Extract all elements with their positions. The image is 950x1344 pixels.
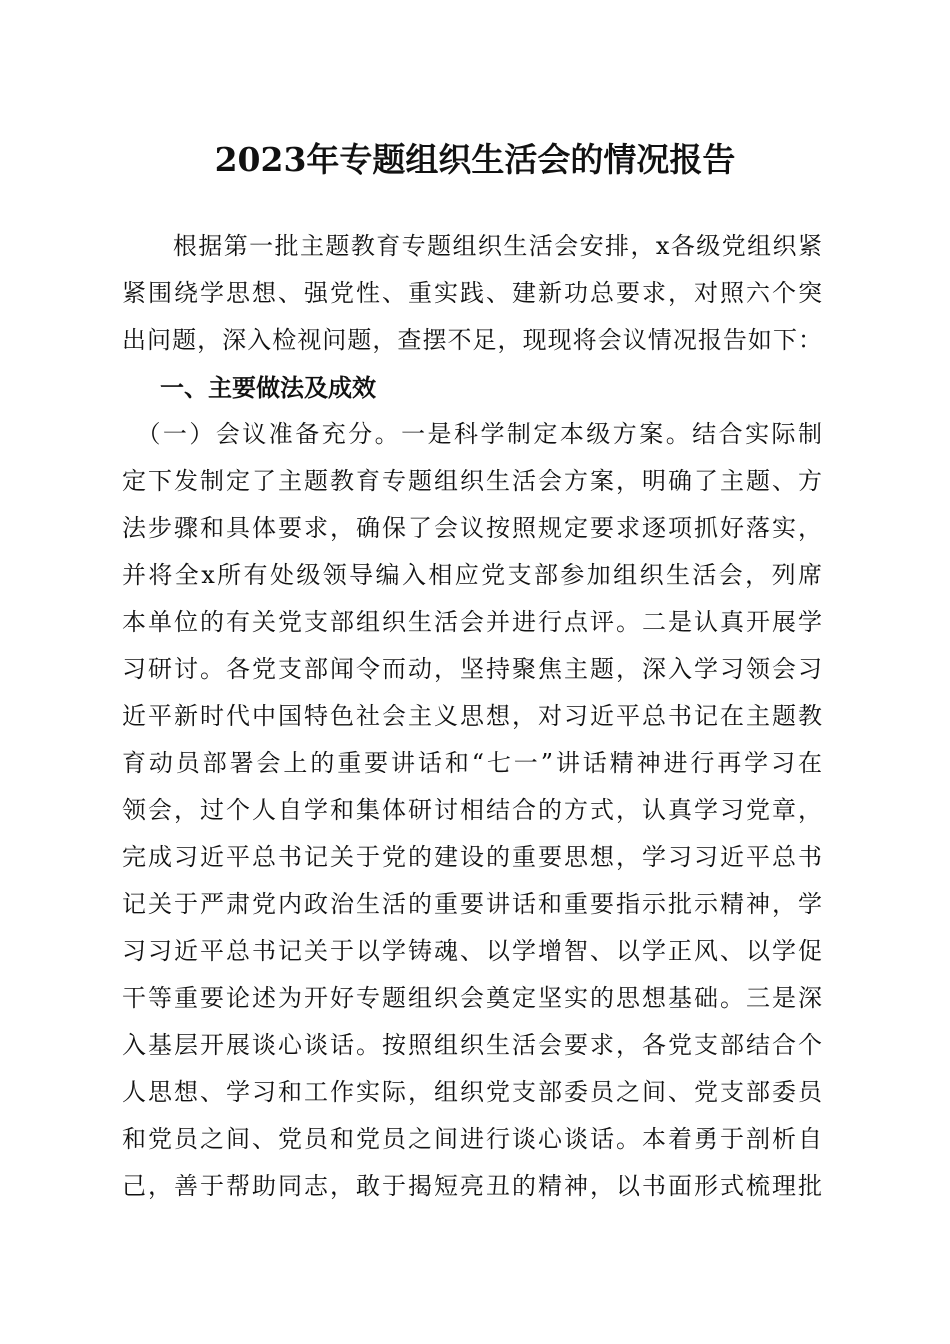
- body-line-2: 定下发制定了主题教育专题组织生活会方案，明确了主题、方: [122, 467, 822, 495]
- body-line-7: 近平新时代中国特色社会主义思想，对习近平总书记在主题教: [122, 702, 822, 730]
- body-line-8: 育动员部署会上的重要讲话和“七一”讲话精神进行再学习在: [122, 749, 822, 777]
- intro-line-3: 出问题，深入检视问题，查摆不足，现现将会议情况报告如下：: [122, 326, 822, 354]
- body-line-11: 记关于严肃党内政治生活的重要讲话和重要指示批示精神，学: [122, 890, 822, 918]
- body-line-9: 领会，过个人自学和集体研讨相结合的方式，认真学习党章，: [122, 796, 822, 824]
- section-heading: 一、主要做法及成效: [160, 373, 376, 402]
- body-line-12: 习习近平总书记关于以学铸魂、以学增智、以学正风、以学促: [122, 937, 822, 965]
- body-line-15: 人思想、学习和工作实际，组织党支部委员之间、党支部委员: [122, 1078, 822, 1106]
- body-line-13: 干等重要论述为开好专题组织会奠定坚实的思想基础。三是深: [122, 984, 822, 1012]
- body-line-14: 入基层开展谈心谈话。按照组织生活会要求，各党支部结合个: [122, 1031, 822, 1059]
- body-line-10: 完成习近平总书记关于党的建设的重要思想，学习习近平总书: [122, 843, 822, 871]
- body-line-4: 并将全x所有处级领导编入相应党支部参加组织生活会，列席: [122, 561, 822, 589]
- body-line-17: 己，善于帮助同志，敢于揭短亮丑的精神，以书面形式梳理批: [122, 1172, 822, 1200]
- body-line-16: 和党员之间、党员和党员之间进行谈心谈话。本着勇于剖析自: [122, 1125, 822, 1153]
- intro-line-1: 根据第一批主题教育专题组织生活会安排，x各级党组织紧: [122, 232, 822, 260]
- body-line-3: 法步骤和具体要求，确保了会议按照规定要求逐项抓好落实，: [122, 514, 822, 542]
- document-title: 2023年专题组织生活会的情况报告: [214, 140, 736, 179]
- body-line-1: （一）会议准备充分。一是科学制定本级方案。结合实际制: [122, 420, 822, 448]
- body-line-6: 习研讨。各党支部闻令而动，坚持聚焦主题，深入学习领会习: [122, 655, 822, 683]
- body-line-5: 本单位的有关党支部组织生活会并进行点评。二是认真开展学: [122, 608, 822, 636]
- intro-line-2: 紧围绕学思想、强党性、重实践、建新功总要求，对照六个突: [122, 279, 822, 307]
